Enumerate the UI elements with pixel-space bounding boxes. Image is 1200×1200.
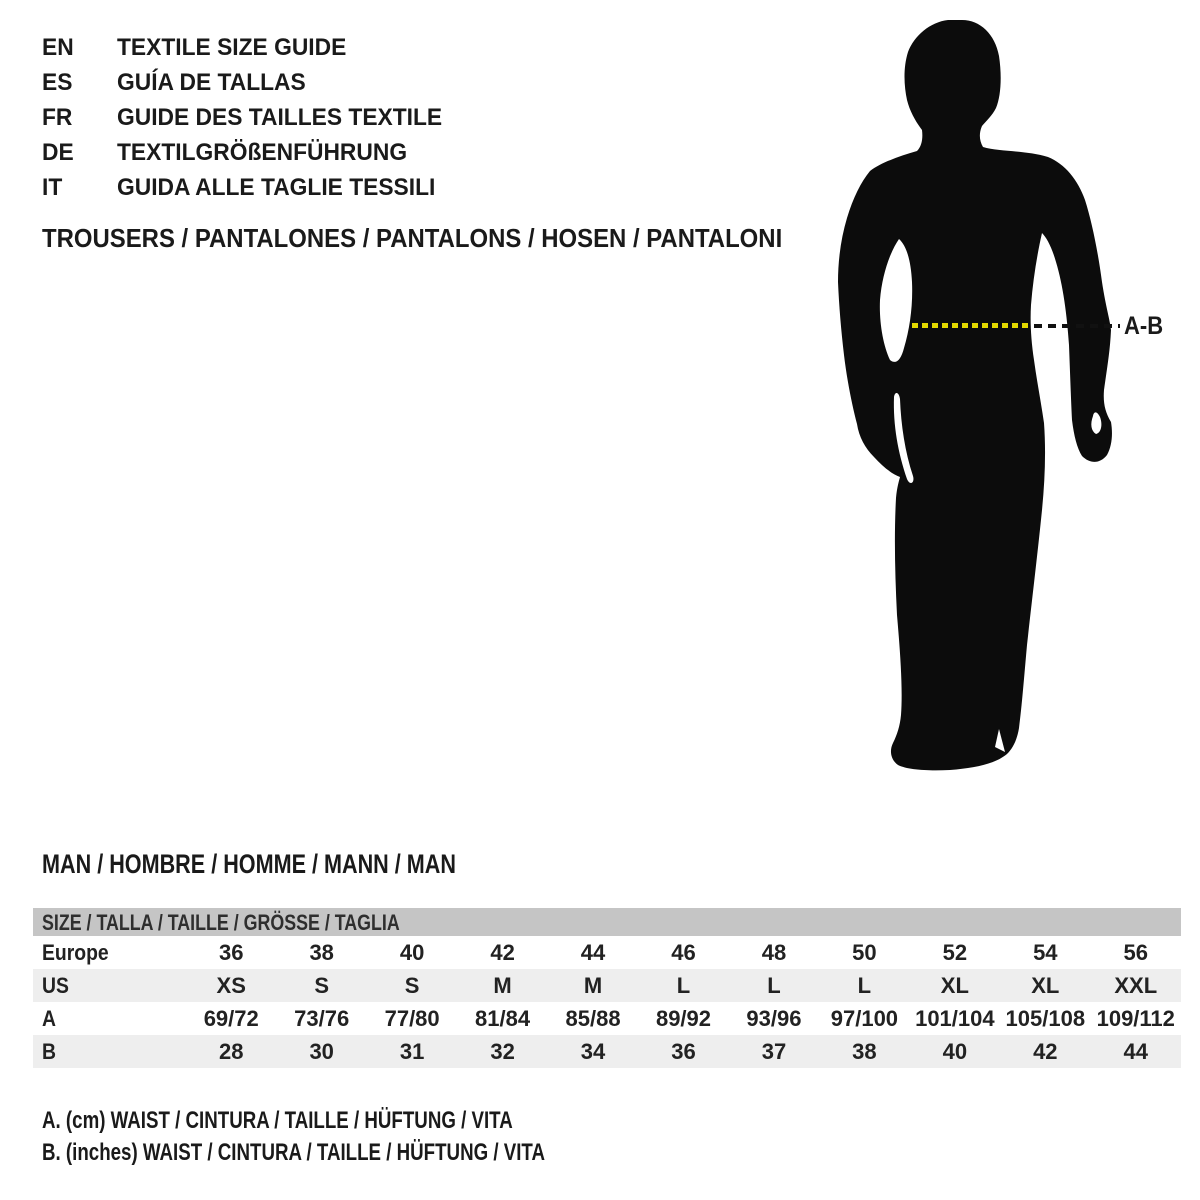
man-silhouette-svg (820, 0, 1200, 800)
language-row-it (42, 170, 459, 205)
language-code: FR (42, 104, 73, 131)
cell: 38 (309, 940, 334, 965)
cell: 93/96 (746, 1006, 802, 1031)
cell: 54 (1033, 940, 1058, 965)
cell: 85/88 (565, 1006, 621, 1031)
cell: 36 (671, 1039, 696, 1064)
waist-dotted-line (912, 323, 1030, 328)
cell: L (857, 973, 872, 998)
language-row-en (42, 30, 459, 65)
row-label: Europe (42, 940, 109, 965)
cell: 69/72 (203, 1006, 259, 1031)
language-row-de (42, 135, 459, 170)
language-row-es (42, 65, 459, 100)
waist-measure-label: A-B (1124, 312, 1164, 340)
cell: XL (940, 973, 969, 998)
size-table-header: SIZE / TALLA / TAILLE / GRÖSSE / TAGLIA (33, 908, 1181, 936)
waist-dashed-line (1034, 324, 1120, 328)
language-title-block (42, 30, 459, 205)
cell: 42 (490, 940, 515, 965)
footnote-a-cm: A. (cm) WAIST / CINTURA / TAILLE / HÜFTUNG / VITA (42, 1107, 513, 1134)
language-title: GUÍA DE TALLAS (117, 69, 306, 96)
footnote-b-inches: B. (inches) WAIST / CINTURA / TAILLE / HÜFTUNG / VITA (42, 1139, 546, 1166)
row-label: US (42, 973, 69, 998)
cell: XL (1031, 973, 1060, 998)
section-title-man: MAN / HOMBRE / HOMME / MANN / MAN (42, 849, 456, 879)
language-code: EN (42, 34, 74, 61)
cell: 101/104 (915, 1006, 995, 1031)
cell: 30 (309, 1039, 334, 1064)
cell: L (767, 973, 781, 998)
language-code: ES (42, 69, 73, 96)
language-title: TEXTILGRÖßENFÜHRUNG (117, 139, 408, 166)
cell: 97/100 (830, 1006, 899, 1031)
cell: 48 (761, 940, 787, 965)
cell: 44 (1123, 1039, 1148, 1064)
cell: 34 (580, 1039, 606, 1064)
cell: 105/108 (1005, 1006, 1086, 1031)
cell: 89/92 (655, 1006, 712, 1031)
cell: 42 (1033, 1039, 1058, 1064)
language-row-fr (42, 100, 459, 135)
cell: 38 (852, 1039, 877, 1064)
cell: 56 (1123, 940, 1148, 965)
category-title: TROUSERS / PANTALONES / PANTALONS / HOSEN / PANTALONI (42, 223, 783, 253)
cell: 109/112 (1096, 1006, 1175, 1031)
man-silhouette-figure (820, 0, 1200, 800)
cell: M (493, 973, 512, 998)
row-label: B (42, 1039, 56, 1064)
cell: 32 (490, 1039, 515, 1064)
cell: M (583, 973, 603, 998)
cell: 73/76 (294, 1006, 350, 1031)
language-title: GUIDE DES TAILLES TEXTILE (117, 104, 443, 131)
table-row-a-cm (33, 1002, 1181, 1035)
cell: 36 (218, 940, 244, 965)
cell: 31 (399, 1039, 425, 1064)
cell: 46 (671, 940, 696, 965)
cell: 40 (942, 1039, 968, 1064)
language-code: DE (42, 139, 74, 166)
cell: 81/84 (475, 1006, 531, 1031)
table-row-europe (33, 936, 1181, 969)
cell: S (404, 973, 420, 998)
cell: 44 (580, 940, 606, 965)
cell: S (314, 973, 330, 998)
cell: 37 (761, 1039, 787, 1064)
cell: XXL (1114, 973, 1158, 998)
language-title: TEXTILE SIZE GUIDE (117, 34, 347, 61)
man-silhouette-body (838, 20, 1112, 770)
table-row-b-inches (33, 1035, 1181, 1068)
cell: 50 (852, 940, 877, 965)
cell: 77/80 (384, 1006, 440, 1031)
cell: 40 (399, 940, 425, 965)
cell: 28 (218, 1039, 244, 1064)
size-table (33, 908, 1181, 1068)
row-label: A (42, 1006, 56, 1031)
language-code: IT (42, 174, 63, 201)
table-row-us (33, 969, 1181, 1002)
language-title: GUIDA ALLE TAGLIE TESSILI (117, 174, 436, 201)
cell: XS (216, 973, 246, 998)
cell: L (676, 973, 691, 998)
cell: 52 (942, 940, 968, 965)
